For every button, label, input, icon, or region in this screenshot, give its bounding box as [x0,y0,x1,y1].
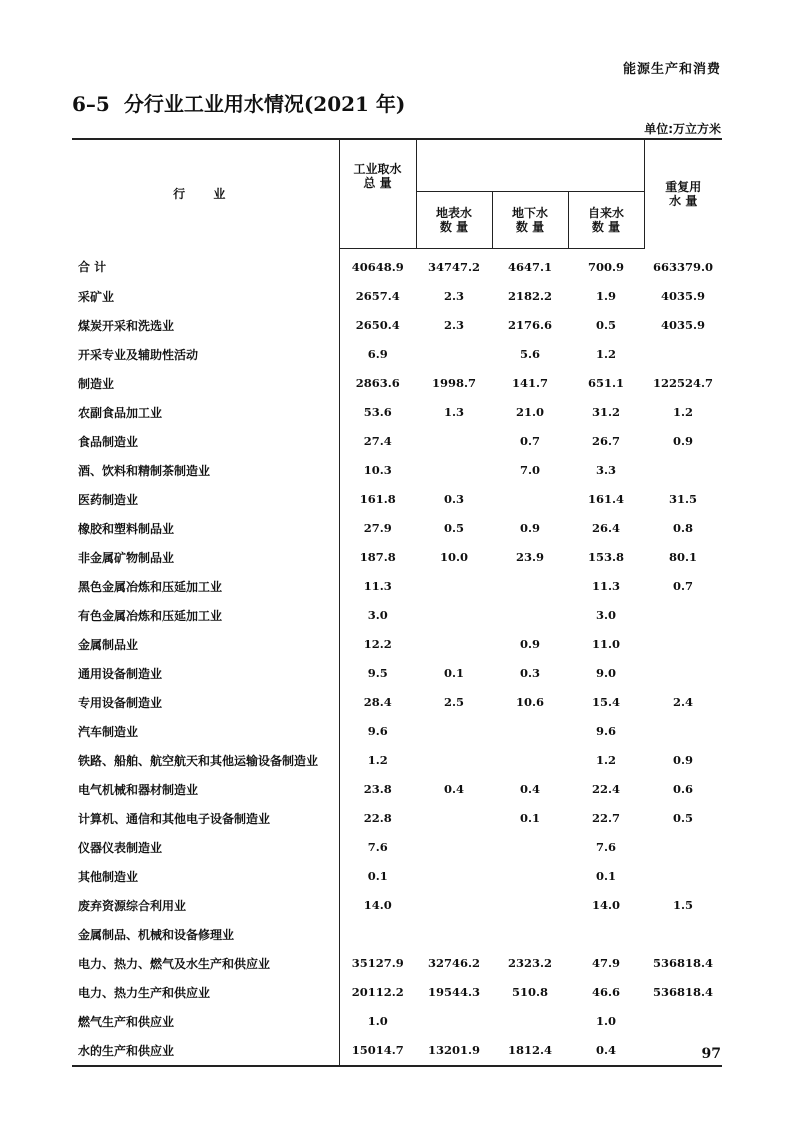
row-value: 2.4 [672,695,693,709]
row-industry: 通用设备制造业 [78,666,163,681]
table-number: 6–5 [72,92,110,116]
row-value [644,920,722,949]
row-value: 161.8 [339,485,416,514]
row-value: 187.8 [339,543,416,572]
row-value: 7.6 [595,840,616,854]
row-value [416,920,492,949]
table-row [72,485,722,514]
row-value: 0.1 [595,869,616,883]
row-value: 0.9 [519,521,540,535]
header-total-spacer [339,191,416,248]
row-value: 53.6 [339,398,416,427]
row-value [416,456,492,485]
row-industry: 电力、热力生产和供应业 [78,985,211,1000]
row-value: 2863.6 [339,369,416,398]
row-value: 1998.7 [431,376,476,390]
row-value: 11.0 [591,637,620,651]
row-value: 11.3 [591,579,620,593]
row-value [416,717,492,746]
row-value: 23.9 [515,550,544,564]
row-value: 9.6 [339,717,416,746]
row-value: 0.3 [519,666,540,680]
row-industry: 金属制品业 [78,637,139,652]
row-value: 1.9 [595,289,616,303]
row-value: 6.9 [339,340,416,369]
row-value: 22.8 [339,804,416,833]
row-value [644,862,722,891]
row-value [568,920,644,949]
table-row [72,572,722,601]
row-value: 700.9 [587,260,624,274]
row-industry: 黑色金属冶炼和压延加工业 [78,579,223,594]
table-row [72,543,722,572]
row-value: 3.0 [339,601,416,630]
row-value: 9.5 [339,659,416,688]
row-value: 1.2 [339,746,416,775]
row-industry: 橡胶和塑料制品业 [78,521,175,536]
table-row [72,688,722,717]
row-value: 13201.9 [416,1036,492,1066]
row-value [416,833,492,862]
header-industry: 行 业 [72,139,339,248]
table-row [72,891,722,920]
table-row [72,717,722,746]
row-value: 34747.2 [427,260,480,274]
row-value: 14.0 [339,891,416,920]
row-value: 1.2 [595,753,616,767]
row-industry: 废弃资源综合利用业 [78,898,187,913]
row-value: 28.4 [339,688,416,717]
row-industry: 煤炭开采和洗选业 [78,318,175,333]
row-value: 141.7 [511,376,548,390]
row-value: 161.4 [587,492,624,506]
row-value [416,340,492,369]
row-value: 2176.6 [507,318,552,332]
row-value: 122524.7 [652,376,713,390]
row-value: 0.9 [672,753,693,767]
row-value: 2.3 [443,289,464,303]
row-value: 10.3 [339,456,416,485]
row-value: 31.5 [668,492,697,506]
table-row [72,746,722,775]
header-tap-line1: 自来水 [587,205,624,220]
row-industry: 电力、热力、燃气及水生产和供应业 [78,956,271,971]
row-industry: 汽车制造业 [78,724,139,739]
row-value [416,1007,492,1036]
table-row [72,427,722,456]
section-header: 能源生产和消费 [622,62,721,77]
row-value: 0.6 [672,782,693,796]
row-industry: 制造业 [78,376,115,391]
row-industry: 农副食品加工业 [78,405,163,420]
header-reuse [644,139,722,248]
row-value: 31.2 [591,405,620,419]
row-value [492,485,568,514]
row-value [416,746,492,775]
row-value [492,891,568,920]
row-value: 19544.3 [427,985,480,999]
row-value: 1.0 [339,1007,416,1036]
water-use-table [72,138,722,1067]
row-value: 536818.4 [652,956,713,970]
row-industry: 酒、饮料和精制茶制造业 [78,463,211,478]
row-value: 15.4 [591,695,620,709]
header-surface [416,191,492,248]
header-reuse-line2: 水 量 [669,194,698,208]
header-ground-line2: 数 量 [515,219,545,234]
row-value [492,862,568,891]
row-value: 0.7 [519,434,540,448]
row-value [339,920,416,949]
row-value: 27.9 [339,514,416,543]
row-value: 0.4 [519,782,540,796]
row-value: 1.0 [595,1014,616,1028]
header-source-group [416,139,644,191]
header-total-line1: 工业取水 [353,162,402,176]
row-value: 11.3 [339,572,416,601]
table-row [72,456,722,485]
table-row [72,248,722,282]
row-value: 47.9 [591,956,620,970]
unit-label: 单位:万立方米 [644,122,721,136]
row-value: 3.3 [595,463,616,477]
row-industry: 仪器仪表制造业 [78,840,163,855]
row-value: 0.3 [443,492,464,506]
row-value: 2323.2 [507,956,552,970]
row-industry: 铁路、船舶、航空航天和其他运输设备制造业 [78,753,319,768]
row-value: 2650.4 [339,311,416,340]
table-row [72,282,722,311]
row-value: 0.1 [519,811,540,825]
table-row [72,804,722,833]
row-value: 2182.2 [507,289,552,303]
row-industry: 电气机械和器材制造业 [78,782,199,797]
row-value [492,601,568,630]
row-value [416,427,492,456]
row-value: 0.1 [443,666,464,680]
row-value: 0.5 [672,811,693,825]
row-value: 0.5 [595,318,616,332]
row-value: 9.6 [595,724,616,738]
row-value [644,601,722,630]
row-industry: 其他制造业 [78,869,139,884]
row-value [644,630,722,659]
table-row [72,978,722,1007]
table-row [72,862,722,891]
row-value: 4035.9 [660,289,705,303]
row-value: 7.0 [519,463,540,477]
table-row [72,775,722,804]
row-industry: 水的生产和供应业 [72,1036,339,1066]
row-value: 0.9 [672,434,693,448]
header-ground [492,191,568,248]
row-value: 1.5 [672,898,693,912]
row-value [644,1007,722,1036]
row-value: 35127.9 [339,949,416,978]
row-value: 0.7 [672,579,693,593]
header-tap-line2: 数 量 [591,219,621,234]
row-value [416,891,492,920]
row-value [492,746,568,775]
table-row [72,949,722,978]
row-value: 10.0 [439,550,468,564]
row-industry: 非金属矿物制品业 [78,550,175,565]
row-value: 40648.9 [339,248,416,282]
row-value [492,1007,568,1036]
header-surface-line2: 数 量 [439,219,469,234]
row-value: 0.5 [443,521,464,535]
row-value: 510.8 [511,985,548,999]
header-reuse-line1: 重复用 [665,180,702,194]
row-value [644,717,722,746]
row-value: 663379.0 [652,259,713,274]
row-value: 0.8 [672,521,693,535]
table-body [72,248,722,1066]
header-ground-line1: 地下水 [511,205,548,220]
header-total [339,139,416,191]
row-value: 153.8 [587,550,624,564]
table-row [72,398,722,427]
row-value: 23.8 [339,775,416,804]
row-industry: 食品制造业 [78,434,139,449]
table-row [72,833,722,862]
row-value: 21.0 [515,405,544,419]
table-row [72,659,722,688]
row-value: 1.2 [672,405,693,419]
row-value: 0.4 [443,782,464,796]
row-value: 9.0 [595,666,616,680]
row-value: 536818.4 [652,985,713,999]
table-row [72,311,722,340]
row-value [416,804,492,833]
row-value [416,572,492,601]
row-value: 32746.2 [427,956,480,970]
row-value: 14.0 [591,898,620,912]
table-row [72,514,722,543]
row-value: 1.2 [595,347,616,361]
row-value [416,630,492,659]
page-number: 97 [701,1046,721,1062]
row-value [644,833,722,862]
row-value [492,920,568,949]
row-value [644,659,722,688]
table-title [72,88,405,117]
row-industry: 开采专业及辅助性活动 [78,347,199,362]
row-industry: 金属制品、机械和设备修理业 [78,927,235,942]
row-value [492,833,568,862]
row-industry: 采矿业 [78,289,115,304]
row-value: 7.6 [339,833,416,862]
table-row [72,1036,722,1066]
row-value [644,456,722,485]
table-row [72,1007,722,1036]
row-value [644,340,722,369]
row-industry: 有色金属冶炼和压延加工业 [78,608,223,623]
table-row [72,630,722,659]
row-value: 0.9 [519,637,540,651]
row-value: 4035.9 [660,318,705,332]
row-value: 651.1 [587,376,624,390]
table-row [72,601,722,630]
table-row [72,920,722,949]
row-value: 80.1 [668,550,697,564]
row-value: 0.1 [339,862,416,891]
row-value: 3.0 [595,608,616,622]
row-industry: 合 计 [78,260,107,275]
row-value: 12.2 [339,630,416,659]
row-value: 1812.4 [492,1036,568,1066]
row-value [492,717,568,746]
row-value: 27.4 [339,427,416,456]
header-surface-line1: 地表水 [435,205,472,220]
row-value [416,601,492,630]
row-value: 22.4 [591,782,620,796]
row-industry: 计算机、通信和其他电子设备制造业 [78,811,271,826]
row-value: 5.6 [519,347,540,361]
row-value: 15014.7 [339,1036,416,1066]
row-value [492,572,568,601]
row-value: 4647.1 [507,260,552,274]
table-row [72,340,722,369]
row-value: 46.6 [591,985,620,999]
header-total-line2: 总 量 [363,176,392,190]
header-tap [568,191,644,248]
row-value: 0.4 [568,1036,644,1066]
row-value: 1.3 [443,405,464,419]
row-value: 2657.4 [339,282,416,311]
row-industry: 专用设备制造业 [78,695,163,710]
row-value: 2.3 [443,318,464,332]
row-industry: 燃气生产和供应业 [78,1014,175,1029]
table-row [72,369,722,398]
row-value: 2.5 [443,695,464,709]
table-title-text: 分行业工业用水情况(2021 年) [123,92,406,116]
row-value: 20112.2 [339,978,416,1007]
row-value: 22.7 [591,811,620,825]
row-value: 26.4 [591,521,620,535]
row-value: 10.6 [515,695,544,709]
row-industry: 医药制造业 [78,492,139,507]
row-value: 26.7 [591,434,620,448]
row-value [416,862,492,891]
